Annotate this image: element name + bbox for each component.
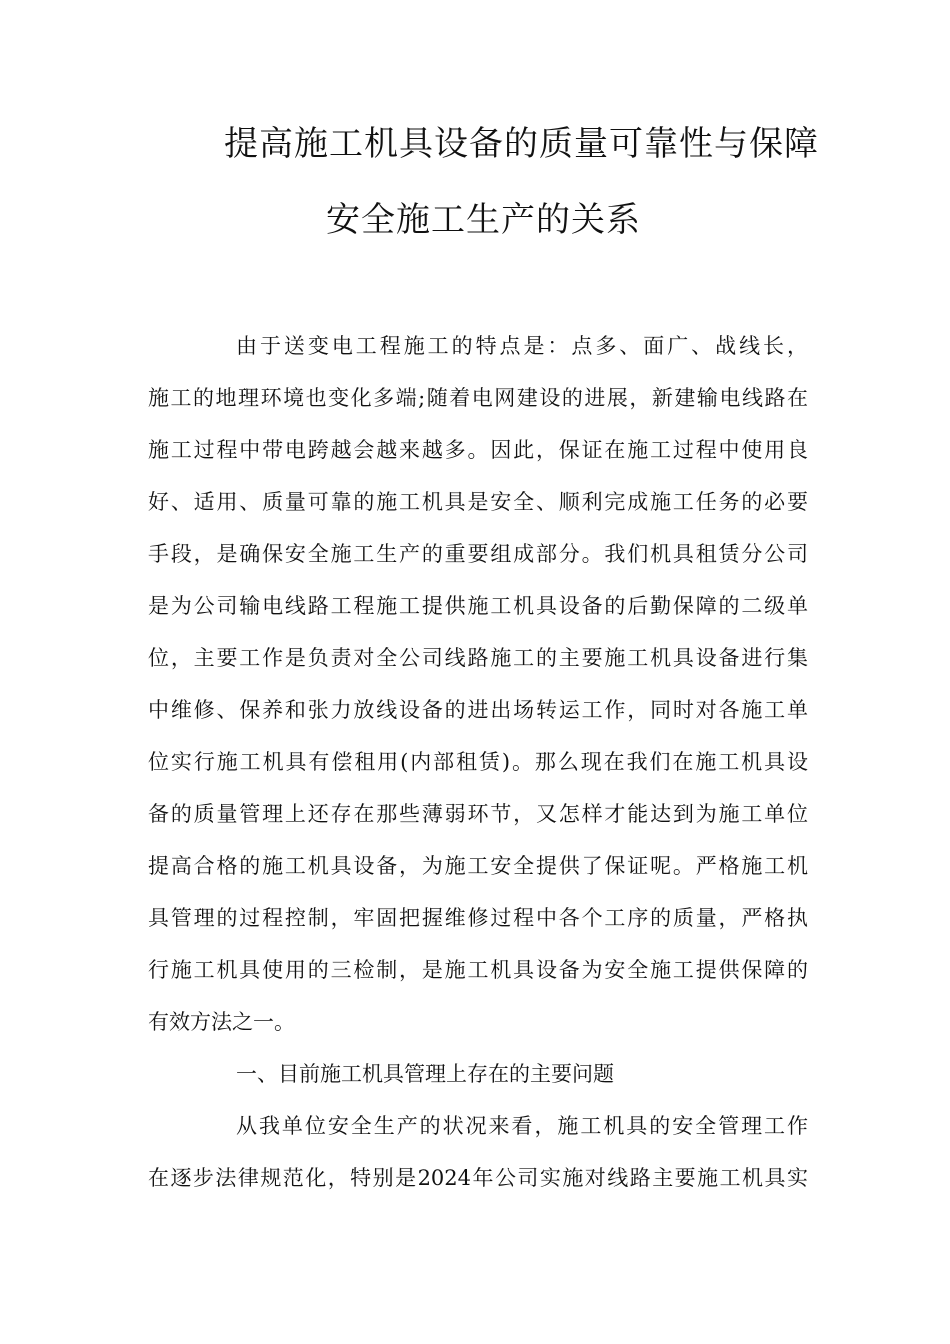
paragraph-1-line: 备的质量管理上还存在那些薄弱环节，又怎样才能达到为施工单位 [148,802,808,826]
document-title-line-2: 安全施工生产的关系 [326,200,641,240]
paragraph-1-line: 施工的地理环境也变化多端;随着电网建设的进展，新建输电线路在 [148,386,808,410]
paragraph-1-line: 好、适用、质量可靠的施工机具是安全、顺利完成施工任务的必要 [148,490,808,514]
paragraph-1-line: 行施工机具使用的三检制，是施工机具设备为安全施工提供保障的 [148,958,808,982]
paragraph-1-line: 位，主要工作是负责对全公司线路施工的主要施工机具设备进行集 [148,646,808,670]
paragraph-1-line: 由于送变电工程施工的特点是：点多、面广、战线长， [236,334,808,358]
paragraph-2-line: 在逐步法律规范化，特别是2024年公司实施对线路主要施工机具实 [148,1166,808,1190]
paragraph-1-line: 施工过程中带电跨越会越来越多。因此，保证在施工过程中使用良 [148,438,808,462]
paragraph-1-line: 手段，是确保安全施工生产的重要组成部分。我们机具租赁分公司 [148,542,808,566]
document-title-line-1: 提高施工机具设备的质量可靠性与保障 [224,124,819,164]
document-body [148,320,808,1204]
paragraph-1-line: 位实行施工机具有偿租用(内部租赁)。那么现在我们在施工机具设 [148,750,808,774]
paragraph-1-line: 有效方法之一。 [148,1010,295,1034]
paragraph-1-line: 中维修、保养和张力放线设备的进出场转运工作，同时对各施工单 [148,698,808,722]
paragraph-1-line: 提高合格的施工机具设备，为施工安全提供了保证呢。严格施工机 [148,854,808,878]
section-1-heading: 一、目前施工机具管理上存在的主要问题 [236,1062,614,1086]
paragraph-2-line: 从我单位安全生产的状况来看，施工机具的安全管理工作 [236,1114,808,1138]
paragraph-1-line: 具管理的过程控制，牢固把握维修过程中各个工序的质量，严格执 [148,906,808,930]
paragraph-1-line: 是为公司输电线路工程施工提供施工机具设备的后勤保障的二级单 [148,594,808,618]
